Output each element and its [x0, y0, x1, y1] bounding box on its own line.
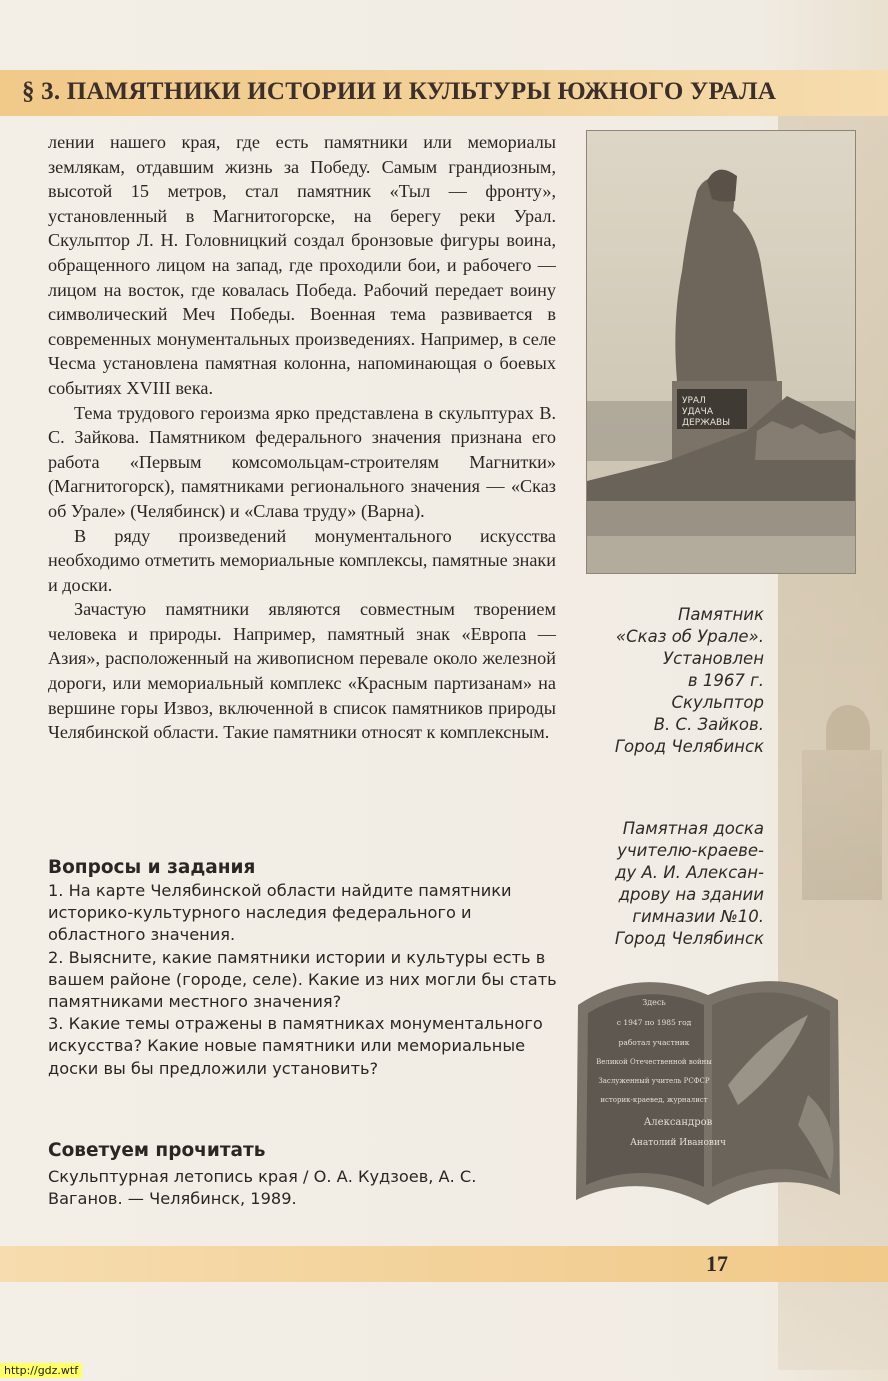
- caption-line: Установлен: [663, 649, 764, 668]
- paragraph: Зачастую памятники являются совместным творением человека и природы. Например, памятный знак «Европа — Азия», расположенный на живописном перевале около железной дороги, или мемориальный комплекс «Красным партизанам» на вершине горы Извоз, включенной в список памятников природы Челябинской области. Такие памятники относят к комплексным.: [48, 599, 556, 743]
- plaque-text-line: Великой Отечественной войны: [596, 1058, 712, 1066]
- footer-band: [0, 1246, 888, 1282]
- plaque-text-line: с 1947 по 1985 год: [616, 1018, 692, 1027]
- questions-section: [48, 856, 568, 1080]
- monument-photo-drawing: [587, 131, 855, 573]
- memorial-plaque-photo: [568, 965, 848, 1223]
- main-text: [48, 130, 556, 745]
- plaque-text-line: историк-краевед, журналист: [600, 1096, 708, 1104]
- plaque-text-line: Анатолий Иванович: [630, 1138, 726, 1148]
- section-title: § 3. ПАМЯТНИКИ ИСТОРИИ И КУЛЬТУРЫ ЮЖНОГО УРАЛА: [22, 78, 777, 105]
- reading-heading: Советуем прочитать: [48, 1140, 266, 1161]
- monument-caption: [570, 604, 764, 758]
- paragraph: лении нашего края, где есть памятники или мемориалы землякам, отдавшим жизнь за Победу. Самым грандиозным, высотой 15 метров, стал памятник «Тыл — фронту», установленный в Магнитогорске, на берегу реки Урал. Скульптор Л. Н. Головницкий создал бронзовые фигуры воина, обращенного лицом на запад, где проходили бои, и рабочего — лицом на восток, где ковалась Победа. Рабочий передает воину символический Меч Победы. Военная тема развивается в современных монументальных произведениях. Например, в селе Чесма установлена памятная колонна, напоминающая о боевых событиях XVIII века.: [48, 132, 556, 398]
- caption-line: Скульптор: [671, 693, 764, 712]
- caption-line: Город Челябинск: [614, 929, 764, 948]
- plaque-text-line: Александров: [643, 1117, 713, 1128]
- caption-line: ду А. И. Алексан-: [615, 863, 764, 882]
- questions-heading: Вопросы и задания: [48, 857, 256, 878]
- plaque-text-line: работал участник: [618, 1038, 690, 1047]
- page-number: 17: [706, 1251, 728, 1276]
- paragraph: Тема трудового героизма ярко представлена в скульптурах В. С. Зайкова. Памятником федерального значения признана его работа «Первым комсомольцам-строителям Магнитки» (Магнитогорск), памятниками регионального значения — «Сказ об Урале» (Челябинск) и «Слава труду» (Варна).: [48, 402, 556, 521]
- caption-line: Памятная доска: [622, 819, 764, 838]
- monument-sign-line: УДАЧА: [682, 407, 713, 417]
- plaque-caption: [560, 818, 764, 950]
- monument-sign-line: ДЕРЖАВЫ: [682, 418, 731, 428]
- caption-line: В. С. Зайков.: [653, 715, 764, 734]
- plaque-drawing: [568, 965, 848, 1223]
- fortress-illustration: [802, 750, 882, 900]
- caption-line: гимназии №10.: [632, 907, 764, 926]
- reading-text: Скульптурная летопись края / О. А. Кудзоев, А. С. Ваганов. — Челябинск, 1989.: [48, 1167, 477, 1209]
- caption-line: дрову на здании: [618, 885, 764, 904]
- monument-sign-line: УРАЛ: [682, 396, 706, 406]
- church-dome-illustration: [826, 705, 870, 755]
- caption-line: «Сказ об Урале».: [615, 627, 764, 646]
- caption-line: в 1967 г.: [687, 671, 764, 690]
- watermark-link[interactable]: http://gdz.wtf: [0, 1363, 82, 1378]
- caption-line: учителю-краеве-: [617, 841, 764, 860]
- question-item: 3. Какие темы отражены в памятниках монументального искусства? Какие новые памятники или мемориальные доски вы бы предложили установить?: [48, 1014, 543, 1078]
- caption-line: Город Челябинск: [614, 737, 764, 756]
- plaque-text-line: Здесь: [642, 998, 666, 1007]
- monument-photo: [586, 130, 856, 574]
- question-item: 1. На карте Челябинской области найдите памятники историко-культурного наследия федерального и областного значения.: [48, 881, 512, 945]
- paragraph: В ряду произведений монументального искусства необходимо отметить мемориальные комплексы, памятные знаки и доски.: [48, 525, 556, 595]
- caption-line: Памятник: [678, 605, 764, 624]
- plaque-text-line: Заслуженный учитель РСФСР: [598, 1077, 710, 1085]
- question-item: 2. Выясните, какие памятники истории и культуры есть в вашем районе (городе, селе). Какие из них могли бы стать памятниками местного значения?: [48, 947, 557, 1012]
